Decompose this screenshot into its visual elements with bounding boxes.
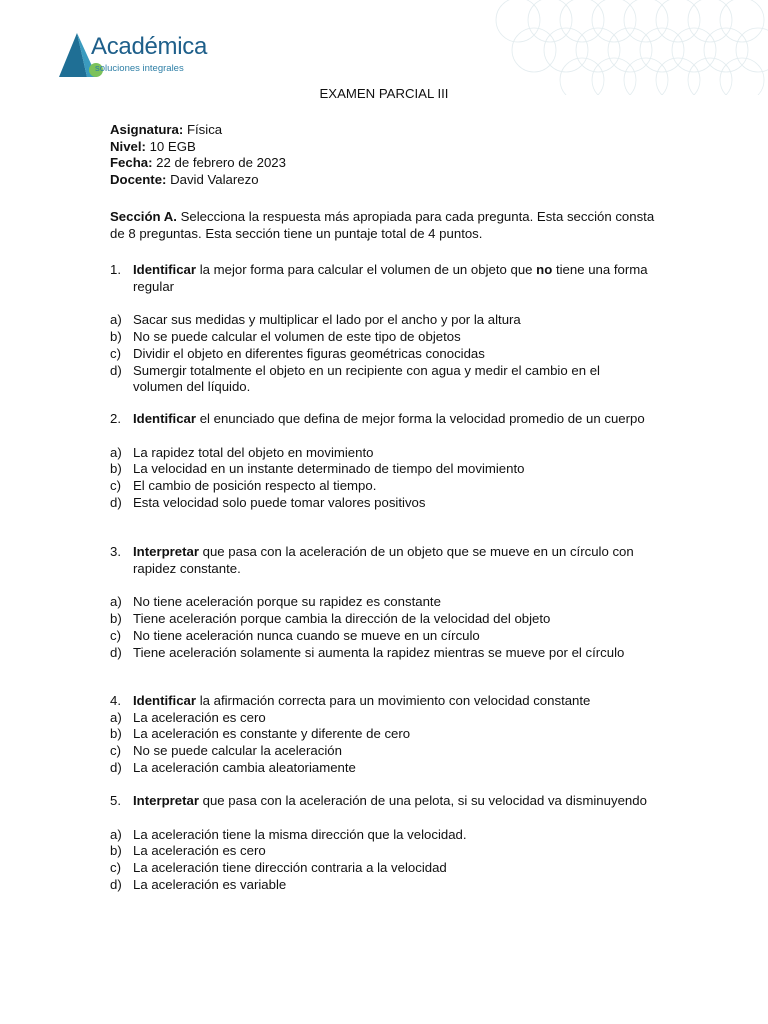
section-text: Selecciona la respuesta más apropiada para cada pregunta. Esta sección consta de 8 preguntas. Esta sección tiene un puntaje total de 4 puntos. [110, 209, 655, 241]
option-item: c) No se puede calcular la aceleración [110, 743, 342, 759]
options-list [110, 594, 655, 661]
question-stem: 3. Interpretar que pasa con la aceleración de un objeto que se mueve en un círculo con rapidez constante. [110, 544, 634, 576]
question-3 [110, 544, 655, 661]
option-item: b) La aceleración es constante y diferente de cero [110, 726, 411, 742]
question-stem: 5. Interpretar que pasa con la aceleración de una pelota, si su velocidad va disminuyendo [110, 793, 647, 808]
section-instructions [110, 209, 655, 242]
logo-brand: Académica [91, 33, 208, 60]
option-item: a) Sacar sus medidas y multiplicar el lado por el ancho y por la altura [110, 312, 521, 328]
option-item: c) No tiene aceleración nunca cuando se mueve en un círculo [110, 627, 480, 643]
option-item: b) No se puede calcular el volumen de este tipo de objetos [110, 329, 461, 345]
options-list [110, 710, 655, 777]
option-item: a) La aceleración tiene la misma dirección que la velocidad. [110, 826, 467, 842]
option-item: d) La aceleración cambia aleatoriamente [110, 759, 356, 775]
option-item: a) No tiene aceleración porque su rapidez es constante [110, 594, 441, 610]
option-item: c) El cambio de posición respecto al tiempo. [110, 478, 377, 494]
question-stem: 4. Identificar la afirmación correcta para un movimiento con velocidad constante [110, 693, 591, 708]
question-1 [110, 262, 655, 396]
exam-details [110, 122, 670, 189]
section-label: Sección A. [110, 209, 177, 224]
question-2 [110, 411, 655, 512]
option-item: a) La aceleración es cero [110, 709, 266, 725]
option-item: a) La rapidez total del objeto en movimiento [110, 444, 374, 460]
options-list [110, 312, 655, 396]
option-item: c) La aceleración tiene dirección contraria a la velocidad [110, 860, 447, 876]
option-item: d) Sumergir totalmente el objeto en un recipiente con agua y medir el cambio en el volumen del líquido. [110, 362, 600, 395]
option-item: b) La aceleración es cero [110, 843, 266, 859]
option-item: c) Dividir el objeto en diferentes figuras geométricas conocidas [110, 345, 485, 361]
question-stem: 1. Identificar la mejor forma para calcular el volumen de un objeto que no tiene una forma regular [110, 262, 648, 294]
question-5 [110, 793, 655, 894]
detail-date: Fecha: 22 de febrero de 2023 [110, 155, 286, 171]
header-pattern [488, 0, 768, 95]
question-4 [110, 693, 655, 777]
company-logo [57, 30, 227, 80]
detail-subject: Asignatura: Física [110, 122, 223, 137]
question-stem: 2. Identificar el enunciado que defina de mejor forma la velocidad promedio de un cuerpo [110, 411, 645, 426]
option-item: d) La aceleración es variable [110, 876, 287, 892]
option-item: b) Tiene aceleración porque cambia la dirección de la velocidad del objeto [110, 611, 551, 627]
detail-teacher: Docente: David Valarezo [110, 172, 259, 188]
detail-level: Nivel: 10 EGB [110, 138, 196, 154]
option-item: d) Tiene aceleración solamente si aumenta la rapidez mientras se mueve por el círculo [110, 644, 625, 660]
exam-title: EXAMEN PARCIAL III [319, 86, 449, 101]
options-list [110, 827, 655, 894]
option-item: b) La velocidad en un instante determinado de tiempo del movimiento [110, 461, 525, 477]
options-list [110, 445, 655, 512]
option-item: d) Esta velocidad solo puede tomar valores positivos [110, 494, 426, 510]
logo-tagline: soluciones integrales [95, 63, 184, 74]
